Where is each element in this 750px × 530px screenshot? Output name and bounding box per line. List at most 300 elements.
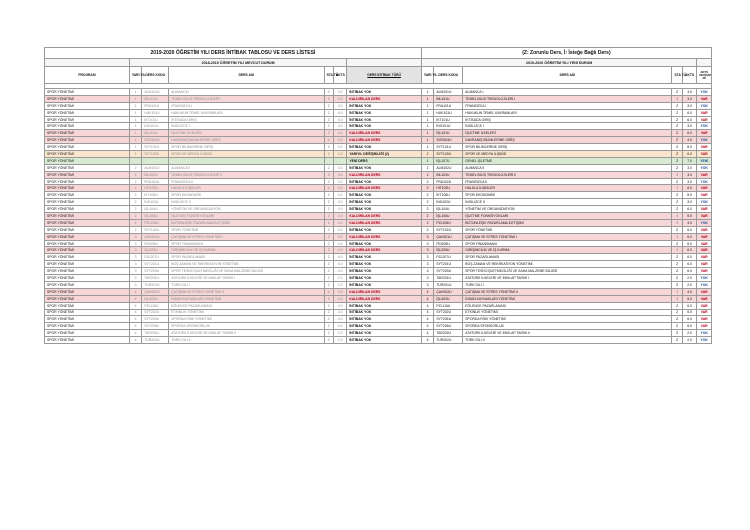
- ders-adi-cell: İŞLETME İLKELERİ: [169, 130, 324, 137]
- ders-kodu-cell: SYT202U: [142, 309, 169, 316]
- ders-kodu-cell: ÇAH202U: [142, 288, 169, 295]
- yariyil-cell: 4: [129, 316, 141, 323]
- new-ders-adi-cell: ETKİNLİK YÖNETİMİ: [463, 309, 672, 316]
- ders-kodu-cell: ALM102U: [142, 164, 169, 171]
- table-row: [45, 102, 712, 109]
- akts-degisir-cell: VAR: [697, 151, 712, 158]
- akts-degisir-cell: VAR: [697, 233, 712, 240]
- program-cell: SPOR YÖNETİMİ: [45, 219, 130, 226]
- new-akts-cell: 6.0: [682, 130, 696, 137]
- ders-kodu-cell: TAR201U: [142, 275, 169, 282]
- new-ders-kodu-cell: SYT103U: [434, 151, 463, 158]
- akts-cell: 3.0: [333, 178, 346, 185]
- statu-cell: Z: [324, 151, 333, 158]
- new-akts-cell: 3.0: [682, 178, 696, 185]
- new-akts-cell: 3.0: [682, 89, 696, 96]
- akts-degisir-cell: VAR: [697, 254, 712, 261]
- table-row: [45, 281, 712, 288]
- table-row: [45, 164, 712, 171]
- table-row: [45, 309, 712, 316]
- new-akts-cell: 2.0: [682, 281, 696, 288]
- new-statu-cell: İ: [672, 295, 682, 302]
- ders-adi-cell: TEMEL BİLGİ TEKNOLOJİLERİ I: [169, 95, 324, 102]
- ders-adi-cell: BÜTÜNLEŞİK PAZARLAMA İLETİŞİMİ: [169, 219, 324, 226]
- new-ders-kodu-cell: İŞL402U: [434, 295, 463, 302]
- new-ders-kodu-cell: ÇAH202U: [434, 288, 463, 295]
- yariyil-cell: 2: [129, 192, 141, 199]
- intibak-table: [44, 47, 712, 344]
- intibak-cell: İNTİBAK YOK: [347, 178, 422, 185]
- program-cell: SPOR YÖNETİMİ: [45, 330, 130, 337]
- akts-degisir-cell: VAR: [697, 268, 712, 275]
- intibak-cell: KALDIRILAN DERS: [347, 137, 422, 144]
- new-ders-adi-cell: İŞLETME İLKELERİ: [463, 130, 672, 137]
- ders-kodu-cell: İNG102U: [142, 199, 169, 206]
- new-ders-adi-cell: DAVRANIŞ BİLİMLERİNE GİRİŞ: [463, 137, 672, 144]
- new-akts-cell: 6.0: [682, 226, 696, 233]
- ders-kodu-cell: FİN205U: [142, 240, 169, 247]
- new-ders-kodu-cell: İKT106U: [434, 192, 463, 199]
- intibak-cell: KALDIRILAN DERS: [347, 288, 422, 295]
- new-ders-adi-cell: SPOR YÖNETİMİ: [463, 226, 672, 233]
- ders-kodu-cell: İKT101U: [142, 116, 169, 123]
- new-akts-cell: 2.0: [682, 275, 696, 282]
- new-yariyil-cell: 2: [421, 171, 433, 178]
- program-cell: SPOR YÖNETİMİ: [45, 254, 130, 261]
- ders-kodu-cell: SYT203U: [142, 268, 169, 275]
- intibak-cell: İNTİBAK YOK: [347, 199, 422, 206]
- akts-cell: 4.0: [333, 295, 346, 302]
- new-akts-cell: 4.0: [682, 137, 696, 144]
- new-ders-adi-cell: ATATÜRK İLKELERİ VE İNKILAP TARİHİ I: [463, 275, 672, 282]
- table-row: [45, 95, 712, 102]
- statu-cell: Z: [324, 281, 333, 288]
- akts-cell: 4.0: [333, 254, 346, 261]
- new-yariyil-cell: 3: [421, 233, 433, 240]
- statu-cell: Z: [324, 89, 333, 96]
- new-ders-kodu-cell: SYT201U: [434, 261, 463, 268]
- ders-kodu-cell: TUR202U: [142, 337, 169, 344]
- new-ders-adi-cell: SPOR EKONOMİSİ: [463, 192, 672, 199]
- new-ders-kodu-cell: BİL102U: [434, 171, 463, 178]
- akts-cell: 4.0: [333, 247, 346, 254]
- new-ders-adi-cell: GENEL İŞLETME: [463, 157, 672, 164]
- new-section-title: 2019-2020 ÖĞRETİM YILI YENİ DURUM: [421, 59, 696, 67]
- table-row: [45, 109, 712, 116]
- new-ders-adi-cell: ATATÜRK İLKELERİ VE İNKILAP TARİHİ II: [463, 330, 672, 337]
- new-statu-cell: Z: [672, 199, 682, 206]
- program-cell: SPOR YÖNETİMİ: [45, 288, 130, 295]
- new-ders-adi-cell: ÇATIŞMA VE STRES YÖNETİMİ II: [463, 288, 672, 295]
- table-row: [45, 130, 712, 137]
- new-ders-kodu-cell: HİT102U: [434, 185, 463, 192]
- new-yariyil-cell: 2: [421, 199, 433, 206]
- new-statu-cell: Z: [672, 275, 682, 282]
- new-yariyil-cell: 4: [421, 309, 433, 316]
- ders-kodu-cell: BİL102U: [142, 171, 169, 178]
- yariyil-cell: 1: [129, 137, 141, 144]
- new-statu-cell: Z: [672, 302, 682, 309]
- new-statu-cell: Z: [672, 130, 682, 137]
- col-akts-degisir: AKTS DEĞİŞİR Mİ: [697, 67, 712, 84]
- new-ders-kodu-cell: SYT202U: [434, 309, 463, 316]
- intibak-cell: İNTİBAK YOK: [347, 102, 422, 109]
- statu-cell: Z: [324, 316, 333, 323]
- new-statu-cell: Z: [672, 261, 682, 268]
- program-cell: SPOR YÖNETİMİ: [45, 171, 130, 178]
- table-row: [45, 316, 712, 323]
- yariyil-cell: 4: [129, 323, 141, 330]
- akts-degisir-cell: VAR: [697, 240, 712, 247]
- ders-kodu-cell: ÇAH201U: [142, 233, 169, 240]
- new-statu-cell: Z: [672, 102, 682, 109]
- akts-cell: 3.0: [333, 164, 346, 171]
- intibak-cell: İNTİBAK YOK: [347, 330, 422, 337]
- intibak-cell: KALDIRILAN DERS: [347, 295, 422, 302]
- new-ders-kodu-cell: İKT101U: [434, 116, 463, 123]
- intibak-cell: İNTİBAK YOK: [347, 109, 422, 116]
- new-yariyil-cell: 2: [421, 185, 433, 192]
- ders-adi-cell: ALMANCA I: [169, 89, 324, 96]
- intibak-cell: İNTİBAK YOK: [347, 89, 422, 96]
- new-ders-adi-cell: ÇATIŞMA VE STRES YÖNETİMİ I: [463, 233, 672, 240]
- new-yariyil-cell: 2: [421, 213, 433, 220]
- new-akts-cell: 6.0: [682, 247, 696, 254]
- statu-cell: Z: [324, 261, 333, 268]
- new-ders-adi-cell: SPORDA RİSK YÖNETİMİ: [463, 316, 672, 323]
- statu-cell: Z: [324, 95, 333, 102]
- new-akts-cell: 3.0: [682, 102, 696, 109]
- intibak-cell: KALDIRILAN DERS: [347, 130, 422, 137]
- ders-adi-cell: EĞLENCE PAZARLAMASI: [169, 302, 324, 309]
- ders-adi-cell: ATATÜRK İLKELERİ VE İNKILAP TARİHİ II: [169, 330, 324, 337]
- intibak-cell: KALDIRILAN DERS: [347, 219, 422, 226]
- table-row: [45, 268, 712, 275]
- new-ders-kodu-cell: FRA102U: [434, 178, 463, 185]
- ders-adi-cell: SPORDA SPONSORLUK: [169, 323, 324, 330]
- ders-kodu-cell: SYT102U: [142, 226, 169, 233]
- ders-kodu-cell: PZL207U: [142, 254, 169, 261]
- new-yariyil-cell: 1: [421, 130, 433, 137]
- akts-degisir-cell: VAR: [697, 144, 712, 151]
- new-yariyil-cell: 3: [421, 261, 433, 268]
- new-ders-adi-cell: SPOR BİLİMLERİNE GİRİŞ: [463, 144, 672, 151]
- new-akts-cell: 6.0: [682, 316, 696, 323]
- table-row: [45, 247, 712, 254]
- ders-kodu-cell: TAR202U: [142, 330, 169, 337]
- new-ders-kodu-cell: SYT102U: [434, 226, 463, 233]
- statu-cell: Z: [324, 192, 333, 199]
- new-akts-cell: 6.0: [682, 254, 696, 261]
- intibak-cell: İNTİBAK YOK: [347, 144, 422, 151]
- new-ders-kodu-cell: SYT206U: [434, 323, 463, 330]
- col-akts: AKTS: [333, 67, 346, 84]
- intibak-cell: İNTİBAK YOK: [347, 275, 422, 282]
- ders-adi-cell: FRANSIZCA II: [169, 178, 324, 185]
- yariyil-cell: 2: [129, 226, 141, 233]
- program-cell: SPOR YÖNETİMİ: [45, 316, 130, 323]
- table-row: [45, 323, 712, 330]
- new-ders-kodu-cell: PZL116U: [434, 302, 463, 309]
- program-cell: SPOR YÖNETİMİ: [45, 164, 130, 171]
- new-akts-cell: 4.0: [682, 288, 696, 295]
- new-statu-cell: Z: [672, 281, 682, 288]
- program-cell: SPOR YÖNETİMİ: [45, 323, 130, 330]
- akts-degisir-cell: YOK: [697, 219, 712, 226]
- akts-degisir-cell: VAR: [697, 316, 712, 323]
- program-cell: SPOR YÖNETİMİ: [45, 268, 130, 275]
- new-ders-adi-cell: HALKLA İLİŞKİLER: [463, 185, 672, 192]
- ders-kodu-cell: BİL101U: [142, 95, 169, 102]
- new-statu-cell: İ: [672, 247, 682, 254]
- yariyil-cell: 2: [129, 171, 141, 178]
- ders-adi-cell: İŞLETME FONKSİYONLARI: [169, 213, 324, 220]
- intibak-cell: İNTİBAK YOK: [347, 302, 422, 309]
- akts-cell: 3.0: [333, 89, 346, 96]
- new-ders-adi-cell: ALMANCA II: [463, 164, 672, 171]
- new-ders-kodu-cell: İNG102U: [434, 199, 463, 206]
- new-statu-cell: İ: [672, 288, 682, 295]
- new-akts-cell: 2.0: [682, 337, 696, 344]
- new-akts-cell: 3.0: [682, 171, 696, 178]
- statu-cell: Z: [324, 178, 333, 185]
- new-ders-adi-cell: FRANSIZCA II: [463, 178, 672, 185]
- table-row: [45, 89, 712, 96]
- new-akts-cell: 5.0: [682, 295, 696, 302]
- ders-kodu-cell: İŞL402U: [142, 295, 169, 302]
- akts-cell: 4.0: [333, 261, 346, 268]
- akts-cell: 4.0: [333, 185, 346, 192]
- table-row: [45, 288, 712, 295]
- akts-degisir-cell: YOK: [697, 337, 712, 344]
- ders-adi-cell: SPOR FİNANSMANI: [169, 240, 324, 247]
- new-statu-cell: Z: [672, 192, 682, 199]
- statu-cell: Z: [324, 302, 333, 309]
- new-yariyil-cell: 1: [421, 137, 433, 144]
- akts-cell: 4.0: [333, 240, 346, 247]
- yariyil-cell: 2: [129, 185, 141, 192]
- intibak-cell: KALDIRILAN DERS: [347, 95, 422, 102]
- new-statu-cell: Z: [672, 268, 682, 275]
- new-akts-cell: 8.0: [682, 192, 696, 199]
- ders-adi-cell: SPOR PAZARLAMASI: [169, 254, 324, 261]
- akts-degisir-cell: VAR: [697, 192, 712, 199]
- new-statu-cell: Z: [672, 151, 682, 158]
- akts-cell: 4.0: [333, 302, 346, 309]
- new-ders-adi-cell: ALMANCA I: [463, 89, 672, 96]
- new-ders-adi-cell: TÜRK DİLİ II: [463, 337, 672, 344]
- new-yariyil-cell: 1: [421, 89, 433, 96]
- yariyil-cell: 4: [129, 302, 141, 309]
- new-ders-adi-cell: İNSAN KAYNAKLARI YÖNETİMİ: [463, 295, 672, 302]
- new-yariyil-cell: 3: [421, 240, 433, 247]
- program-cell: SPOR YÖNETİMİ: [45, 192, 130, 199]
- akts-degisir-cell: VAR: [697, 261, 712, 268]
- new-statu-cell: İ: [672, 95, 682, 102]
- statu-cell: Z: [324, 219, 333, 226]
- akts-cell: 3.0: [333, 102, 346, 109]
- ders-adi-cell: SPOR BİLİMLERİNE GİRİŞ: [169, 144, 324, 151]
- akts-degisir-cell: YOK: [697, 123, 712, 130]
- new-statu-cell: Z: [672, 206, 682, 213]
- statu-cell: Z: [324, 137, 333, 144]
- ders-adi-cell: TÜRK DİLİ II: [169, 337, 324, 344]
- statu-cell: Z: [324, 323, 333, 330]
- new-ders-adi-cell: EĞLENCE PAZARLAMASI: [463, 302, 672, 309]
- new-ders-kodu-cell: İŞL205U: [434, 247, 463, 254]
- new-yariyil-cell: 2: [421, 219, 433, 226]
- new-statu-cell: Z: [672, 89, 682, 96]
- statu-cell: Z: [324, 206, 333, 213]
- new-statu-cell: İ: [672, 213, 682, 220]
- old-section-title: 2018-2019 ÖĞRETİM YILI MEVCUT DURUM: [129, 59, 346, 67]
- intibak-cell: İNTİBAK YOK: [347, 123, 422, 130]
- table-row: [45, 330, 712, 337]
- akts-degisir-cell: VAR: [697, 288, 712, 295]
- new-yariyil-cell: 1: [421, 144, 433, 151]
- blank-cell: [347, 59, 422, 67]
- new-ders-adi-cell: YÖNETİM VE ORGANİZASYON: [463, 206, 672, 213]
- intibak-cell: İNTİBAK YOK: [347, 164, 422, 171]
- new-yariyil-cell: 2: [421, 192, 433, 199]
- program-cell: SPOR YÖNETİMİ: [45, 247, 130, 254]
- ders-kodu-cell: İKT106U: [142, 192, 169, 199]
- ders-adi-cell: SPOR YÖNETİMİ: [169, 226, 324, 233]
- new-ders-kodu-cell: HUK101U: [434, 109, 463, 116]
- akts-cell: 2.0: [333, 337, 346, 344]
- intibak-cell: İNTİBAK YOK: [347, 281, 422, 288]
- new-statu-cell: Z: [672, 337, 682, 344]
- akts-degisir-cell: VAR: [697, 302, 712, 309]
- akts-cell: 4.0: [333, 309, 346, 316]
- new-yariyil-cell: 4: [421, 323, 433, 330]
- akts-cell: 3.0: [333, 199, 346, 206]
- yariyil-cell: 2: [129, 164, 141, 171]
- new-ders-adi-cell: SPOR TESİSİ İŞLETMECİLİĞİ VE SAHA MALZEME BİLGİSİ: [463, 268, 672, 275]
- ders-adi-cell: ATATÜRK İLKELERİ VE İNKILAP TARİHİ I: [169, 275, 324, 282]
- akts-degisir-cell: VAR: [697, 247, 712, 254]
- new-akts-cell: 6.0: [682, 151, 696, 158]
- statu-cell: Z: [324, 337, 333, 344]
- ders-adi-cell: ÇATIŞMA VE STRES YÖNETİMİ II: [169, 288, 324, 295]
- new-ders-adi-cell: SPOR VE MEDYA İLİŞKİSİ: [463, 151, 672, 158]
- program-cell: SPOR YÖNETİMİ: [45, 240, 130, 247]
- table-row: [45, 178, 712, 185]
- new-yariyil-cell: 3: [421, 281, 433, 288]
- ders-adi-cell: FRANSIZCA I: [169, 102, 324, 109]
- program-cell: SPOR YÖNETİMİ: [45, 95, 130, 102]
- intibak-cell: KALDIRILAN DERS: [347, 185, 422, 192]
- new-ders-adi-cell: TÜRK DİLİ I: [463, 281, 672, 288]
- yariyil-cell: 4: [129, 295, 141, 302]
- yariyil-cell: 2: [129, 199, 141, 206]
- yariyil-cell: [129, 157, 141, 164]
- intibak-cell: İNTİBAK YOK: [347, 309, 422, 316]
- statu-cell: Z: [324, 123, 333, 130]
- col-new-akts: AKTS: [682, 67, 696, 84]
- new-akts-cell: 7.0: [682, 157, 696, 164]
- akts-cell: 4.0: [333, 109, 346, 116]
- table-row: [45, 219, 712, 226]
- new-statu-cell: Z: [672, 323, 682, 330]
- new-yariyil-cell: 2: [421, 178, 433, 185]
- new-ders-adi-cell: TEMEL BİLGİ TEKNOLOJİLERİ II: [463, 171, 672, 178]
- intibak-cell: İNTİBAK YOK: [347, 226, 422, 233]
- table-row: [45, 254, 712, 261]
- col-yariyil: YARI YIL: [129, 67, 141, 84]
- new-yariyil-cell: 1: [421, 95, 433, 102]
- table-row: [45, 171, 712, 178]
- yariyil-cell: 3: [129, 254, 141, 261]
- intibak-cell: İNTİBAK YOK: [347, 337, 422, 344]
- statu-cell: Z: [324, 199, 333, 206]
- statu-cell: Z: [324, 288, 333, 295]
- akts-cell: 4.0: [333, 226, 346, 233]
- new-yariyil-cell: 2: [421, 226, 433, 233]
- statu-cell: [324, 157, 333, 164]
- program-cell: SPOR YÖNETİMİ: [45, 116, 130, 123]
- new-statu-cell: Z: [672, 116, 682, 123]
- akts-degisir-cell: VAR: [697, 130, 712, 137]
- new-yariyil-cell: 1: [421, 102, 433, 109]
- program-cell: SPOR YÖNETİMİ: [45, 151, 130, 158]
- statu-cell: Z: [324, 102, 333, 109]
- statu-cell: Z: [324, 116, 333, 123]
- new-yariyil-cell: 3: [421, 268, 433, 275]
- ders-adi-cell: İNGİLİZCE I: [169, 123, 324, 130]
- akts-degisir-cell: VAR: [697, 295, 712, 302]
- yariyil-cell: 2: [129, 213, 141, 220]
- akts-cell: 4.0: [333, 151, 346, 158]
- akts-cell: 3.0: [333, 233, 346, 240]
- ders-kodu-cell: PZL106U: [142, 219, 169, 226]
- yariyil-cell: 4: [129, 330, 141, 337]
- ders-kodu-cell: İŞL106U: [142, 213, 169, 220]
- new-ders-kodu-cell: ALM101U: [434, 89, 463, 96]
- program-cell: SPOR YÖNETİMİ: [45, 178, 130, 185]
- table-row: [45, 151, 712, 158]
- new-yariyil-cell: 2: [421, 206, 433, 213]
- statu-cell: Z: [324, 130, 333, 137]
- program-cell: SPOR YÖNETİMİ: [45, 206, 130, 213]
- statu-cell: Z: [324, 109, 333, 116]
- intibak-cell: İNTİBAK YOK: [347, 206, 422, 213]
- yariyil-cell: 1: [129, 102, 141, 109]
- statu-cell: Z: [324, 164, 333, 171]
- akts-degisir-cell: YOK: [697, 89, 712, 96]
- yariyil-cell: 3: [129, 275, 141, 282]
- akts-degisir-cell: YOK: [697, 330, 712, 337]
- new-akts-cell: 8.0: [682, 144, 696, 151]
- table-row: [45, 157, 712, 164]
- program-cell: SPOR YÖNETİMİ: [45, 102, 130, 109]
- new-akts-cell: 3.0: [682, 199, 696, 206]
- ders-kodu-cell: İNG101U: [142, 123, 169, 130]
- program-cell: SPOR YÖNETİMİ: [45, 309, 130, 316]
- akts-cell: 2.0: [333, 281, 346, 288]
- ders-kodu-cell: SYT204U: [142, 316, 169, 323]
- new-statu-cell: Z: [672, 330, 682, 337]
- new-ders-kodu-cell: İŞL107U: [434, 157, 463, 164]
- ders-kodu-cell: İŞL205U: [142, 247, 169, 254]
- table-row: [45, 213, 712, 220]
- ders-adi-cell: SPORDA RİSK YÖNETİMİ: [169, 316, 324, 323]
- ders-adi-cell: ETKİNLİK YÖNETİMİ: [169, 309, 324, 316]
- akts-cell: 4.0: [333, 316, 346, 323]
- new-yariyil-cell: 1: [421, 123, 433, 130]
- new-akts-cell: 6.0: [682, 185, 696, 192]
- intibak-cell: İNTİBAK YOK: [347, 316, 422, 323]
